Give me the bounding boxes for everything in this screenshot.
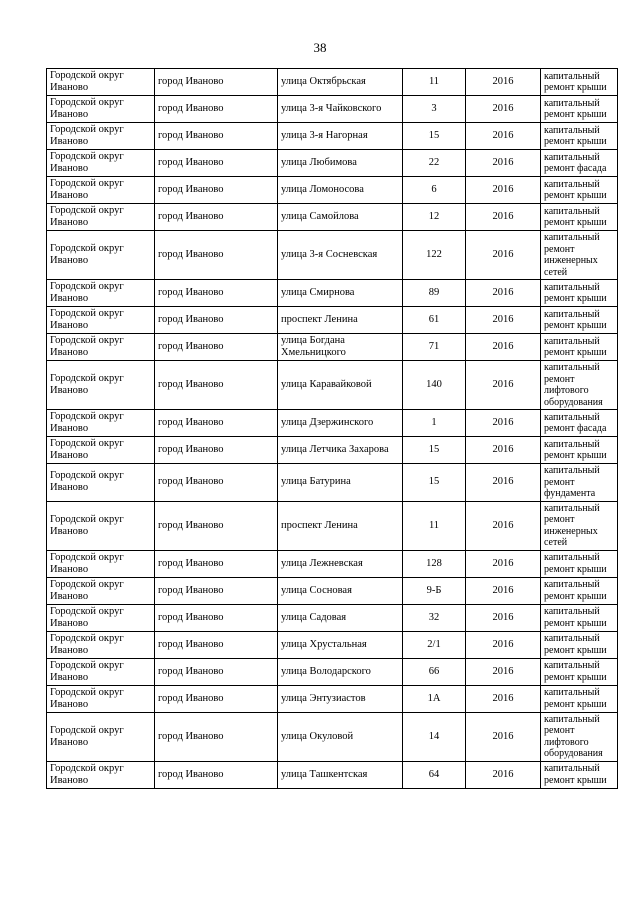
work-type-cell: капитальный ремонт лифтового оборудования <box>541 712 618 761</box>
street-cell: улица Самойлова <box>278 204 403 231</box>
okrug-cell: Городской округ Иваново <box>47 123 155 150</box>
year-cell: 2016 <box>466 177 541 204</box>
work-type-cell: капитальный ремонт крыши <box>541 437 618 464</box>
okrug-cell: Городской округ Иваново <box>47 464 155 502</box>
okrug-cell: Городской округ Иваново <box>47 204 155 231</box>
house-number-cell: 11 <box>403 501 466 550</box>
table-row <box>47 464 618 502</box>
house-number-cell: 140 <box>403 361 466 410</box>
okrug-cell: Городской округ Иваново <box>47 334 155 361</box>
table-row <box>47 501 618 550</box>
street-cell: улица 3-я Чайковского <box>278 96 403 123</box>
street-cell: улица Энтузиастов <box>278 685 403 712</box>
okrug-cell: Городской округ Иваново <box>47 550 155 577</box>
okrug-cell: Городской округ Иваново <box>47 69 155 96</box>
house-number-cell: 122 <box>403 231 466 280</box>
work-type-cell: капитальный ремонт инженерных сетей <box>541 231 618 280</box>
table-row <box>47 96 618 123</box>
year-cell: 2016 <box>466 334 541 361</box>
street-cell: улица Сосновая <box>278 577 403 604</box>
city-cell: город Иваново <box>155 334 278 361</box>
okrug-cell: Городской округ Иваново <box>47 410 155 437</box>
okrug-cell: Городской округ Иваново <box>47 631 155 658</box>
year-cell: 2016 <box>466 631 541 658</box>
work-type-cell: капитальный ремонт лифтового оборудования <box>541 361 618 410</box>
street-cell: улица Дзержинского <box>278 410 403 437</box>
okrug-cell: Городской округ Иваново <box>47 761 155 788</box>
table-row <box>47 658 618 685</box>
house-number-cell: 64 <box>403 761 466 788</box>
house-number-cell: 12 <box>403 204 466 231</box>
work-type-cell: капитальный ремонт крыши <box>541 177 618 204</box>
table-row <box>47 761 618 788</box>
work-type-cell: капитальный ремонт фасада <box>541 150 618 177</box>
okrug-cell: Городской округ Иваново <box>47 307 155 334</box>
work-type-cell: капитальный ремонт крыши <box>541 761 618 788</box>
house-number-cell: 15 <box>403 123 466 150</box>
year-cell: 2016 <box>466 69 541 96</box>
year-cell: 2016 <box>466 150 541 177</box>
house-number-cell: 14 <box>403 712 466 761</box>
city-cell: город Иваново <box>155 658 278 685</box>
year-cell: 2016 <box>466 307 541 334</box>
house-number-cell: 22 <box>403 150 466 177</box>
city-cell: город Иваново <box>155 410 278 437</box>
table-row <box>47 604 618 631</box>
year-cell: 2016 <box>466 577 541 604</box>
year-cell: 2016 <box>466 123 541 150</box>
table-row <box>47 307 618 334</box>
table-row <box>47 204 618 231</box>
okrug-cell: Городской округ Иваново <box>47 280 155 307</box>
city-cell: город Иваново <box>155 361 278 410</box>
street-cell: улица Садовая <box>278 604 403 631</box>
work-type-cell: капитальный ремонт крыши <box>541 334 618 361</box>
year-cell: 2016 <box>466 464 541 502</box>
city-cell: город Иваново <box>155 204 278 231</box>
year-cell: 2016 <box>466 501 541 550</box>
table-row <box>47 280 618 307</box>
table-row <box>47 712 618 761</box>
year-cell: 2016 <box>466 685 541 712</box>
house-number-cell: 61 <box>403 307 466 334</box>
house-number-cell: 1 <box>403 410 466 437</box>
city-cell: город Иваново <box>155 96 278 123</box>
okrug-cell: Городской округ Иваново <box>47 361 155 410</box>
registry-table-body <box>47 69 618 789</box>
year-cell: 2016 <box>466 604 541 631</box>
year-cell: 2016 <box>466 231 541 280</box>
okrug-cell: Городской округ Иваново <box>47 712 155 761</box>
work-type-cell: капитальный ремонт крыши <box>541 550 618 577</box>
work-type-cell: капитальный ремонт крыши <box>541 69 618 96</box>
work-type-cell: капитальный ремонт крыши <box>541 280 618 307</box>
city-cell: город Иваново <box>155 464 278 502</box>
work-type-cell: капитальный ремонт крыши <box>541 96 618 123</box>
registry-table <box>46 68 618 789</box>
city-cell: город Иваново <box>155 280 278 307</box>
house-number-cell: 66 <box>403 658 466 685</box>
city-cell: город Иваново <box>155 761 278 788</box>
city-cell: город Иваново <box>155 69 278 96</box>
house-number-cell: 2/1 <box>403 631 466 658</box>
year-cell: 2016 <box>466 550 541 577</box>
street-cell: улица Лежневская <box>278 550 403 577</box>
house-number-cell: 89 <box>403 280 466 307</box>
year-cell: 2016 <box>466 96 541 123</box>
house-number-cell: 71 <box>403 334 466 361</box>
city-cell: город Иваново <box>155 631 278 658</box>
street-cell: улица Окуловой <box>278 712 403 761</box>
house-number-cell: 1А <box>403 685 466 712</box>
year-cell: 2016 <box>466 361 541 410</box>
street-cell: проспект Ленина <box>278 501 403 550</box>
city-cell: город Иваново <box>155 150 278 177</box>
street-cell: улица Летчика Захарова <box>278 437 403 464</box>
house-number-cell: 128 <box>403 550 466 577</box>
house-number-cell: 15 <box>403 464 466 502</box>
city-cell: город Иваново <box>155 712 278 761</box>
work-type-cell: капитальный ремонт крыши <box>541 658 618 685</box>
okrug-cell: Городской округ Иваново <box>47 437 155 464</box>
street-cell: улица Каравайковой <box>278 361 403 410</box>
street-cell: улица Богдана Хмельницкого <box>278 334 403 361</box>
year-cell: 2016 <box>466 410 541 437</box>
table-row <box>47 577 618 604</box>
city-cell: город Иваново <box>155 307 278 334</box>
table-row <box>47 150 618 177</box>
city-cell: город Иваново <box>155 501 278 550</box>
work-type-cell: капитальный ремонт крыши <box>541 604 618 631</box>
work-type-cell: капитальный ремонт крыши <box>541 123 618 150</box>
city-cell: город Иваново <box>155 123 278 150</box>
city-cell: город Иваново <box>155 604 278 631</box>
work-type-cell: капитальный ремонт крыши <box>541 307 618 334</box>
work-type-cell: капитальный ремонт инженерных сетей <box>541 501 618 550</box>
street-cell: улица Володарского <box>278 658 403 685</box>
house-number-cell: 9-Б <box>403 577 466 604</box>
year-cell: 2016 <box>466 761 541 788</box>
table-row <box>47 550 618 577</box>
house-number-cell: 32 <box>403 604 466 631</box>
table-row <box>47 334 618 361</box>
city-cell: город Иваново <box>155 550 278 577</box>
city-cell: город Иваново <box>155 577 278 604</box>
city-cell: город Иваново <box>155 177 278 204</box>
okrug-cell: Городской округ Иваново <box>47 501 155 550</box>
city-cell: город Иваново <box>155 685 278 712</box>
table-row <box>47 437 618 464</box>
year-cell: 2016 <box>466 280 541 307</box>
work-type-cell: капитальный ремонт крыши <box>541 577 618 604</box>
house-number-cell: 15 <box>403 437 466 464</box>
okrug-cell: Городской округ Иваново <box>47 177 155 204</box>
table-row <box>47 231 618 280</box>
year-cell: 2016 <box>466 437 541 464</box>
table-row <box>47 631 618 658</box>
okrug-cell: Городской округ Иваново <box>47 604 155 631</box>
city-cell: город Иваново <box>155 231 278 280</box>
street-cell: улица Ташкентская <box>278 761 403 788</box>
street-cell: улица Октябрьская <box>278 69 403 96</box>
street-cell: проспект Ленина <box>278 307 403 334</box>
street-cell: улица Любимова <box>278 150 403 177</box>
house-number-cell: 11 <box>403 69 466 96</box>
table-row <box>47 361 618 410</box>
table-row <box>47 177 618 204</box>
street-cell: улица 3-я Сосневская <box>278 231 403 280</box>
street-cell: улица Ломоносова <box>278 177 403 204</box>
street-cell: улица Батурина <box>278 464 403 502</box>
okrug-cell: Городской округ Иваново <box>47 577 155 604</box>
okrug-cell: Городской округ Иваново <box>47 658 155 685</box>
year-cell: 2016 <box>466 658 541 685</box>
work-type-cell: капитальный ремонт крыши <box>541 685 618 712</box>
okrug-cell: Городской округ Иваново <box>47 150 155 177</box>
table-row <box>47 685 618 712</box>
city-cell: город Иваново <box>155 437 278 464</box>
table-row <box>47 410 618 437</box>
street-cell: улица 3-я Нагорная <box>278 123 403 150</box>
work-type-cell: капитальный ремонт крыши <box>541 631 618 658</box>
year-cell: 2016 <box>466 712 541 761</box>
work-type-cell: капитальный ремонт фасада <box>541 410 618 437</box>
okrug-cell: Городской округ Иваново <box>47 685 155 712</box>
house-number-cell: 6 <box>403 177 466 204</box>
page-number: 38 <box>313 40 327 55</box>
street-cell: улица Хрустальная <box>278 631 403 658</box>
table-row <box>47 123 618 150</box>
street-cell: улица Смирнова <box>278 280 403 307</box>
okrug-cell: Городской округ Иваново <box>47 231 155 280</box>
house-number-cell: 3 <box>403 96 466 123</box>
year-cell: 2016 <box>466 204 541 231</box>
okrug-cell: Городской округ Иваново <box>47 96 155 123</box>
work-type-cell: капитальный ремонт фундамента <box>541 464 618 502</box>
work-type-cell: капитальный ремонт крыши <box>541 204 618 231</box>
table-row <box>47 69 618 96</box>
